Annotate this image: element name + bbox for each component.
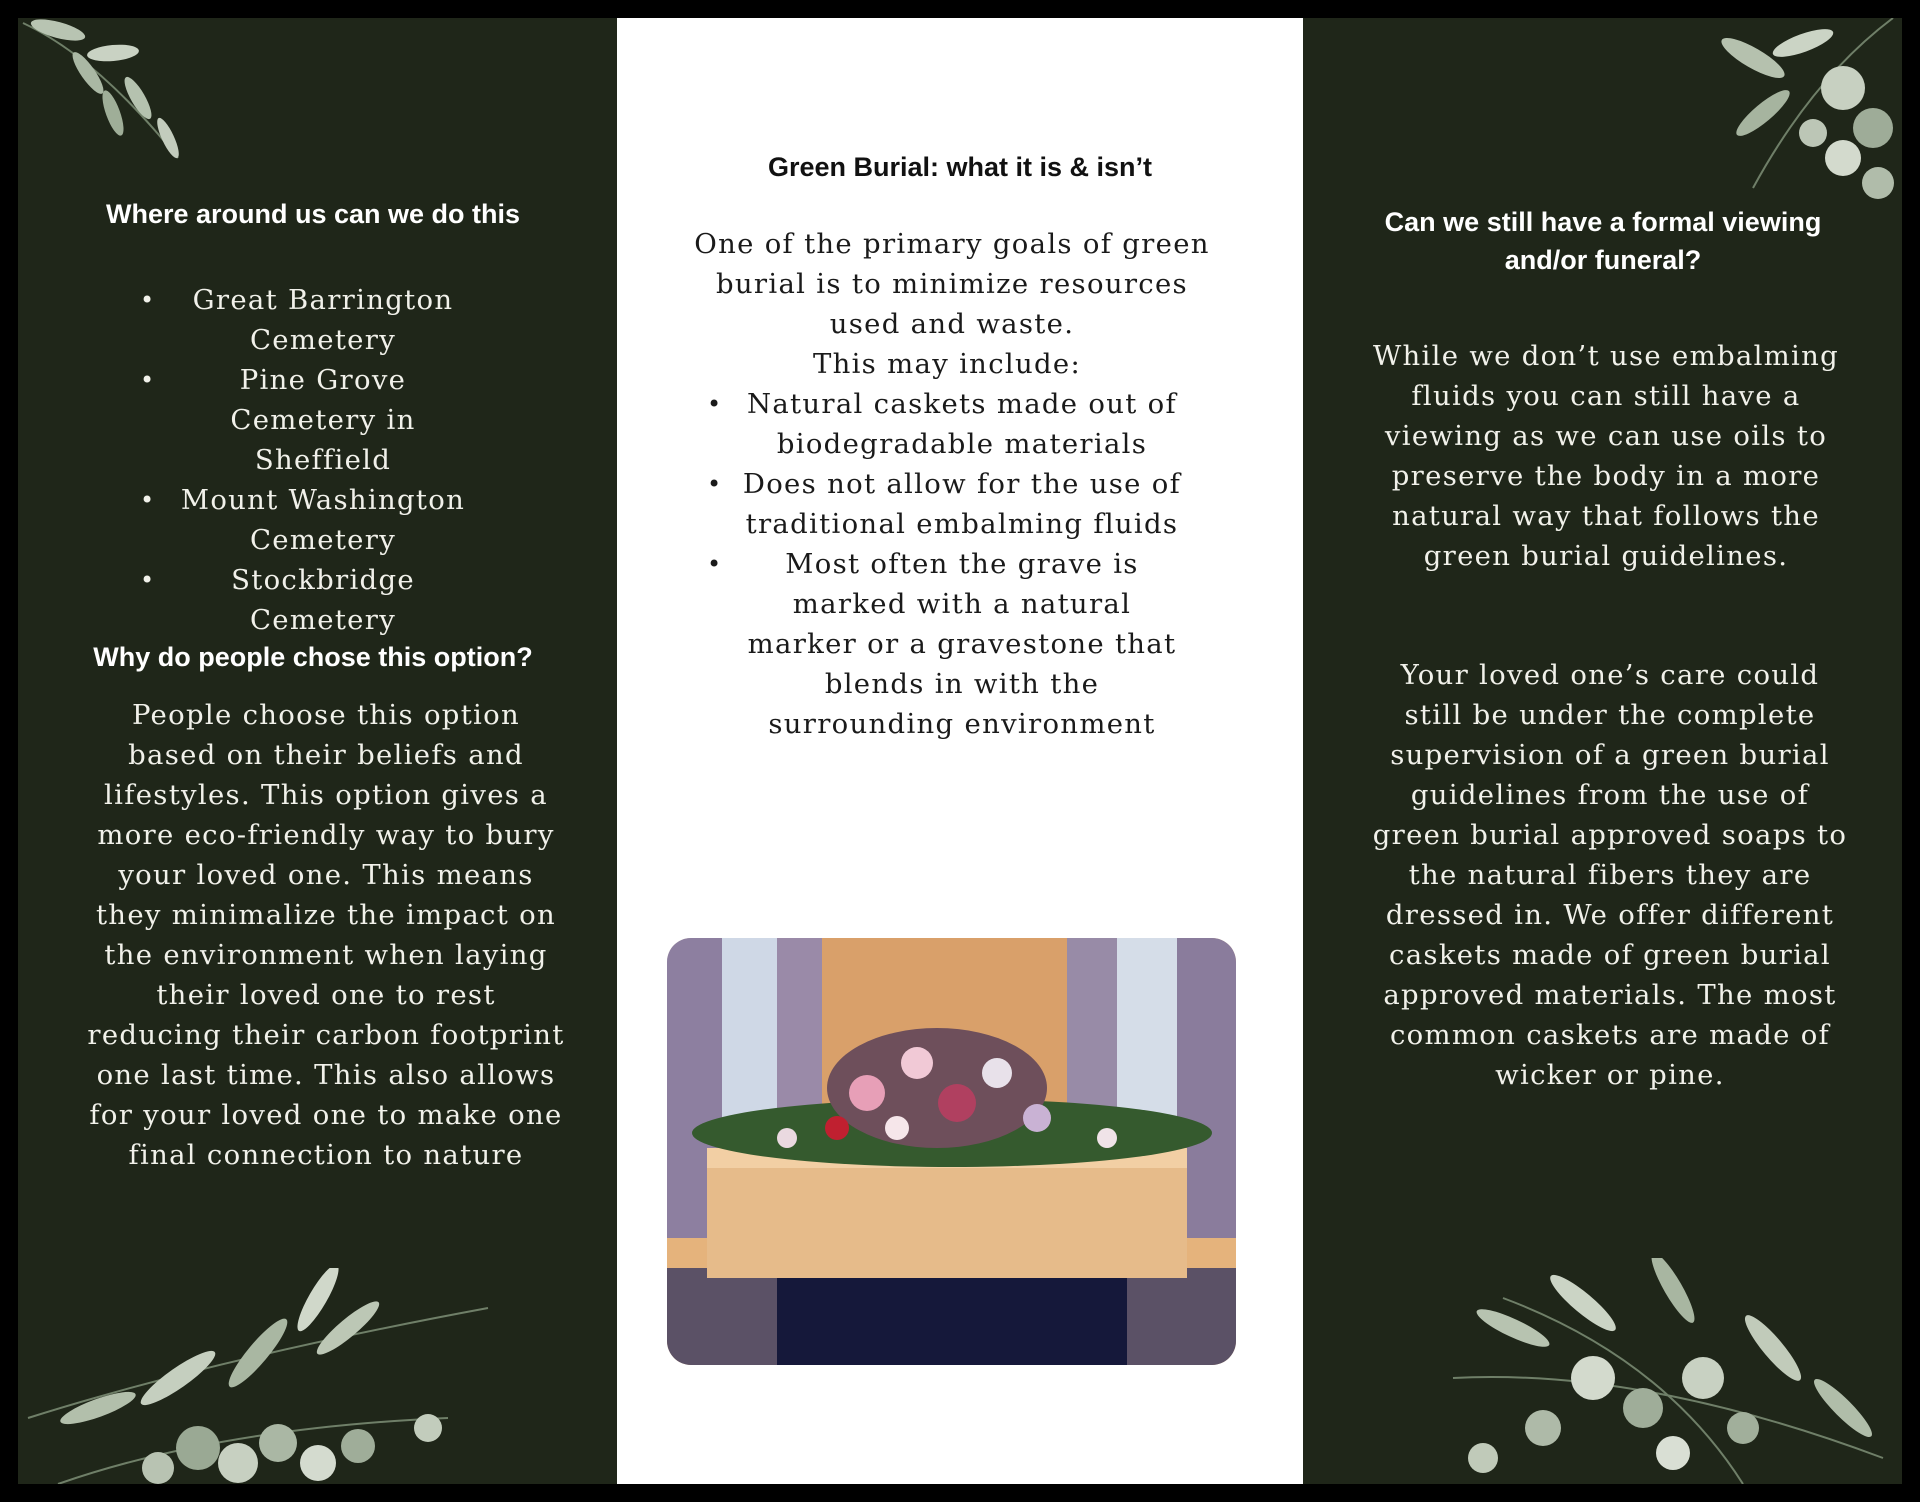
leaf-decoration-bottom-right bbox=[1443, 1258, 1902, 1484]
locations-heading: Where around us can we do this bbox=[105, 199, 521, 229]
right-panel bbox=[1303, 18, 1902, 1484]
list-item: • Stockbridge Cemetery bbox=[140, 564, 415, 636]
green-burial-bullets bbox=[707, 384, 1197, 744]
brochure-page bbox=[18, 18, 1902, 1484]
list-item: • Great Barrington Cemetery bbox=[140, 284, 454, 356]
list-item: • Does not allow for the use of traditional embalming fluids bbox=[707, 468, 1182, 540]
casket-photo bbox=[667, 938, 1236, 1365]
viewing-heading: Can we still have a formal viewing and/or funeral? bbox=[1384, 207, 1822, 275]
list-item: • Pine Grove Cemetery in Sheffield bbox=[140, 364, 416, 476]
intro-text: One of the primary goals of green burial is to minimize resources used and waste. bbox=[694, 228, 1210, 340]
list-item: • Mount Washington Cemetery bbox=[140, 484, 466, 556]
why-body: People choose this option based on their beliefs and lifestyles. This option gives a more eco-friendly way to bury your loved one. This means they minimalize the impact on the environment when laying their loved one to rest reducing their carbon footprint one last time. This also allows for your loved one to make one final connection to nature bbox=[87, 699, 565, 1171]
list-item: • Natural caskets made out of biodegradable materials bbox=[707, 388, 1178, 460]
middle-panel bbox=[617, 18, 1303, 1484]
leaf-decoration-top-left bbox=[18, 18, 198, 168]
locations-list bbox=[140, 280, 498, 640]
viewing-paragraph-1: While we don’t use embalming fluids you can still have a viewing as we can use oils to preserve the body in a more natural way that follows the green burial guidelines. bbox=[1372, 340, 1840, 572]
list-item: • Most often the grave is marked with a natural marker or a gravestone that blends in with the surrounding environment bbox=[707, 548, 1177, 740]
leaf-decoration-bottom-left bbox=[18, 1268, 498, 1484]
green-burial-heading: Green Burial: what it is & isn’t bbox=[767, 152, 1153, 182]
why-heading: Why do people chose this option? bbox=[93, 642, 533, 672]
leaf-decoration-top-right bbox=[1693, 18, 1902, 208]
viewing-paragraph-2: Your loved one’s care could still be under the complete supervision of a green burial guidelines from the use of green burial approved soaps to the natural fibers they are dressed in. We offer different caskets made of green burial approved materials. The most common caskets are made of wicker or pine. bbox=[1372, 659, 1848, 1091]
include-label: This may include: bbox=[812, 348, 1082, 380]
left-panel bbox=[18, 18, 617, 1484]
